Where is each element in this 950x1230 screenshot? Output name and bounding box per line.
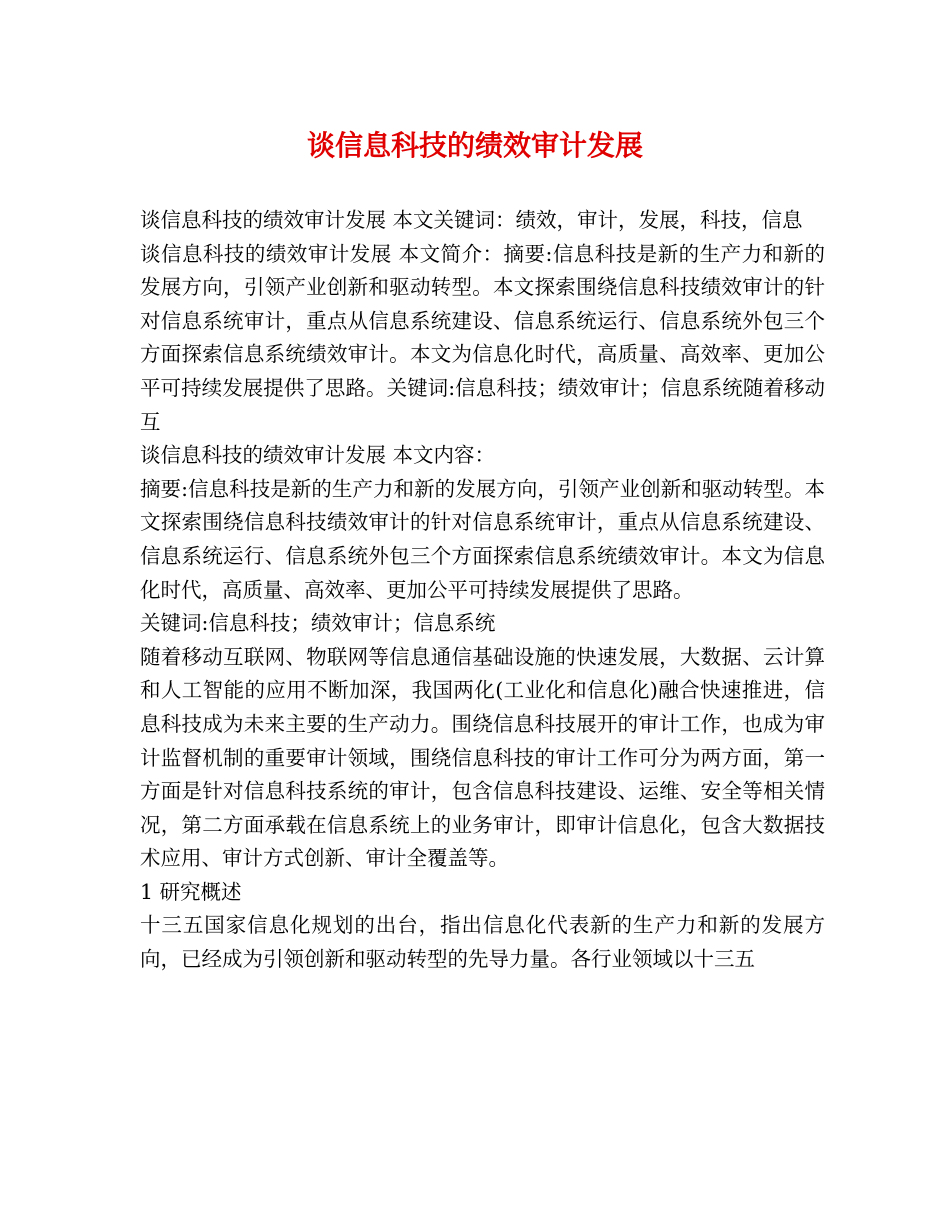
abstract-paragraph: 摘要:信息科技是新的生产力和新的发展方向，引领产业创新和驱动转型。本文探索围绕信息科技绩效审计的针对信息系统审计，重点从信息系统建设、信息系统运行、信息系统外包三个方面探索信息系统绩效审计。本文为信息化时代，高质量、高效率、更加公平可持续发展提供了思路。 xyxy=(140,476,825,602)
document-title: 谈信息科技的绩效审计发展 xyxy=(306,129,643,162)
keywords-paragraph: 关键词:信息科技；绩效审计；信息系统 xyxy=(140,611,496,636)
section-heading: 1 研究概述 xyxy=(140,879,242,904)
document-body xyxy=(140,204,825,977)
summary-paragraph: 谈信息科技的绩效审计发展 本文简介：摘要:信息科技是新的生产力和新的发展方向，引领产业创新和驱动转型。本文探索围绕信息科技绩效审计的针对信息系统审计，重点从信息系统建设、信息系统运行、信息系统外包三个方面探索信息系统绩效审计。本文为信息化时代，高质量、高效率、更加公平可持续发展提供了思路。关键词:信息科技；绩效审计；信息系统随着移动互 xyxy=(140,241,825,434)
content-heading-paragraph: 谈信息科技的绩效审计发展 本文内容： xyxy=(140,443,496,468)
keywords-intro-paragraph: 谈信息科技的绩效审计发展 本文关键词：绩效，审计，发展，科技，信息 xyxy=(140,208,803,232)
section-paragraph: 十三五国家信息化规划的出台，指出信息化代表新的生产力和新的发展方向，已经成为引领创新和驱动转型的先导力量。各行业领域以十三五 xyxy=(140,913,825,972)
introduction-paragraph: 随着移动互联网、物联网等信息通信基础设施的快速发展，大数据、云计算和人工智能的应用不断加深，我国两化(工业化和信息化)融合快速推进，信息科技成为未来主要的生产动力。围绕信息科技展开的审计工作，也成为审计监督机制的重要审计领域，围绕信息科技的审计工作可分为两方面，第一方面是针对信息科技系统的审计，包含信息科技建设、运维、安全等相关情况，第二方面承载在信息系统上的业务审计，即审计信息化，包含大数据技术应用、审计方式创新、审计全覆盖等。 xyxy=(140,644,825,871)
